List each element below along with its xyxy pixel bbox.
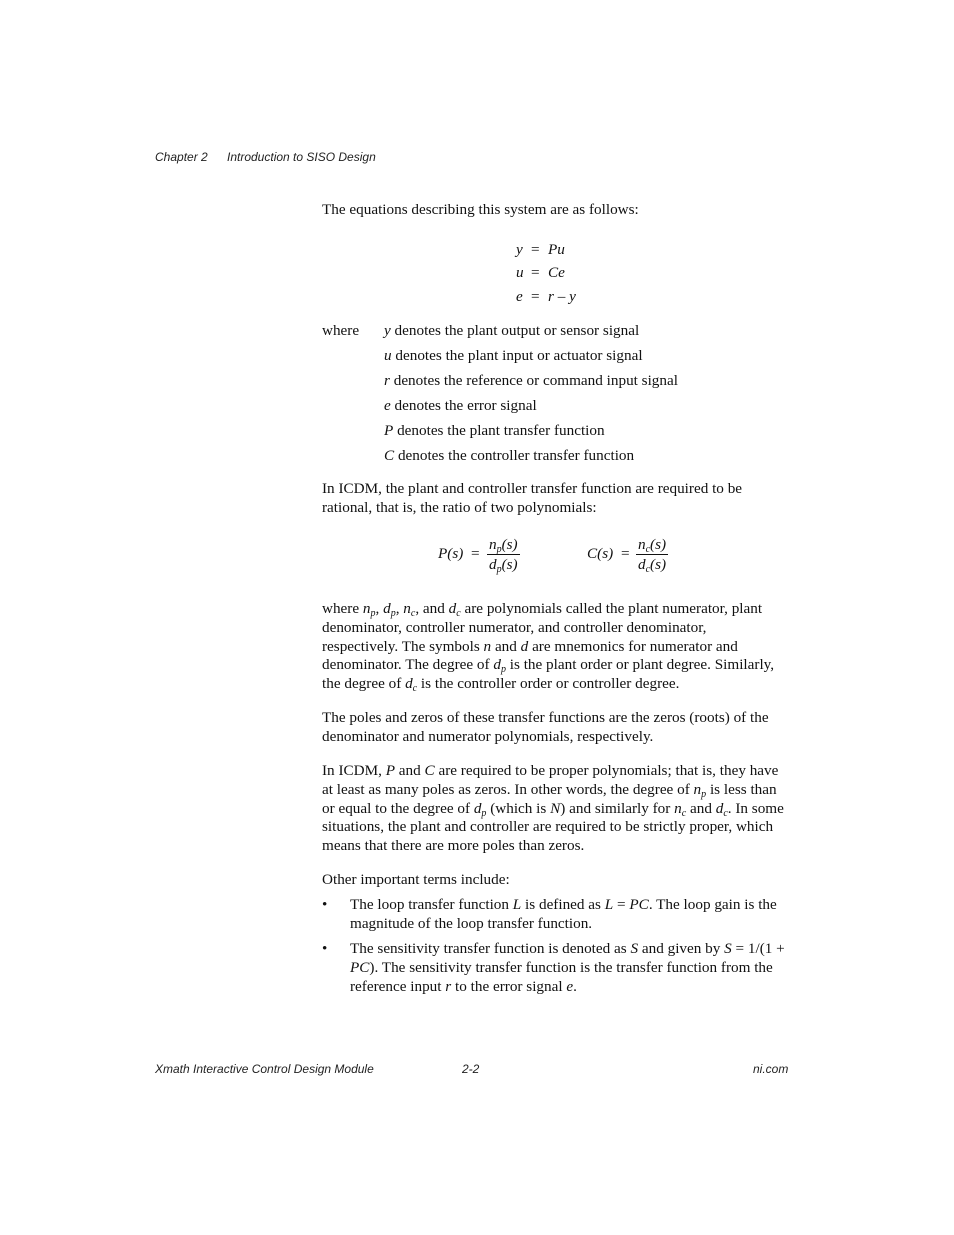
definition-item [384, 346, 643, 365]
formula-equals: = [471, 545, 480, 562]
header-chapter: Chapter 2 [155, 150, 208, 164]
numerator-subscript: p [496, 544, 502, 555]
denominator-subscript: p [496, 564, 502, 575]
fraction [636, 536, 668, 574]
definition-symbol: r [384, 372, 390, 389]
paragraph-proper: In ICDM, P and C are required to be proper polynomials; that is, they have at least as many poles as zeros. In other words, the degree of $n_p$ is less than or equal to the degree of $d_p$ (which is N) and similarly for $n_c$ and $d_c$. In some situations, the plant and controller are required to be strictly proper, which means that there are more poles than zeros. [322, 762, 784, 855]
equation-rhs: r – y [548, 288, 576, 305]
definition-item [384, 396, 537, 415]
numerator-symbol: n [638, 536, 646, 553]
definition-symbol: C [384, 447, 395, 464]
formula-lhs: P(s) [438, 545, 464, 562]
terms-intro: Other important terms include: [322, 871, 510, 888]
definition-text: denotes the plant transfer function [393, 422, 605, 439]
intro-text: The equations describing this system are as follows: [322, 201, 639, 218]
denominator-symbol: d [489, 556, 497, 573]
definition-symbol: y [384, 322, 391, 339]
equation-equals: = [531, 264, 540, 281]
paragraph-poles-zeros: The poles and zeros of these transfer functions are the zeros (roots) of the denominator and numerator polynomials, respectively. [322, 709, 769, 745]
bullet-marker: • [322, 896, 328, 913]
numerator-subscript: c [645, 544, 651, 555]
equation-lhs: u [516, 264, 524, 281]
definition-item [384, 421, 605, 440]
equation-lhs: e [516, 288, 523, 305]
formula-lhs: C(s) [587, 545, 614, 562]
numerator-argument: (s) [501, 536, 518, 553]
equation-rhs: Pu [548, 241, 565, 258]
denominator-argument: (s) [501, 556, 518, 573]
equation-equals: = [531, 288, 540, 305]
definition-symbol: P [384, 422, 394, 439]
header-title: Introduction to SISO Design [227, 150, 376, 164]
denominator-subscript: c [645, 564, 651, 575]
formula-equals: = [621, 545, 630, 562]
definition-symbol: e [384, 397, 391, 414]
definition-item [384, 446, 634, 465]
fraction-denominator [487, 555, 520, 574]
equation-lhs: y [516, 241, 523, 258]
bullet-loop-transfer: The loop transfer function L is defined as L = PC. The loop gain is the magnitude of the loop transfer function. [350, 896, 777, 932]
definition-text: denotes the reference or command input signal [389, 372, 678, 389]
definition-text: denotes the controller transfer function [394, 447, 635, 464]
definition-item [384, 321, 639, 340]
fraction-denominator [636, 555, 668, 574]
numerator-argument: (s) [650, 536, 667, 553]
equation-equals: = [531, 241, 540, 258]
fraction-numerator [636, 536, 668, 555]
definition-text: denotes the plant output or sensor signal [390, 322, 640, 339]
bullet-sensitivity: The sensitivity transfer function is denoted as S and given by S = 1/(1 + PC). The sensitivity transfer function is the transfer function from the reference input r to the error signal e. [350, 940, 785, 995]
definition-symbol: u [384, 347, 392, 364]
definition-item [384, 371, 678, 390]
footer-website: ni.com [753, 1062, 789, 1076]
equation-rhs: Ce [548, 264, 565, 281]
denominator-symbol: d [638, 556, 646, 573]
footer-page-number: 2-2 [462, 1062, 480, 1076]
footer-title: Xmath Interactive Control Design Module [155, 1062, 374, 1076]
fraction-numerator [487, 536, 520, 555]
bullet-marker: • [322, 940, 328, 957]
paragraph-rational: In ICDM, the plant and controller transfer function are required to be rational, that is, the ratio of two polynomials: [322, 480, 743, 516]
fraction [487, 536, 520, 574]
numerator-symbol: n [489, 536, 497, 553]
definition-text: denotes the plant input or actuator signal [391, 347, 643, 364]
definition-text: denotes the error signal [390, 397, 537, 414]
paragraph-polynomials: where $n_p$, $d_p$, $n_c$, and $d_c$ are polynomials called the plant numerator, plant denominator, controller numerator, and controller denominator, respectively. The symbols n and d are mnemonics for numerator and denominator. The degree of $d_p$ is the plant order or plant degree. Similarly, the degree of $d_c$ is the controller order or controller degree. [322, 600, 775, 695]
where-label: where [322, 322, 360, 339]
denominator-argument: (s) [650, 556, 667, 573]
